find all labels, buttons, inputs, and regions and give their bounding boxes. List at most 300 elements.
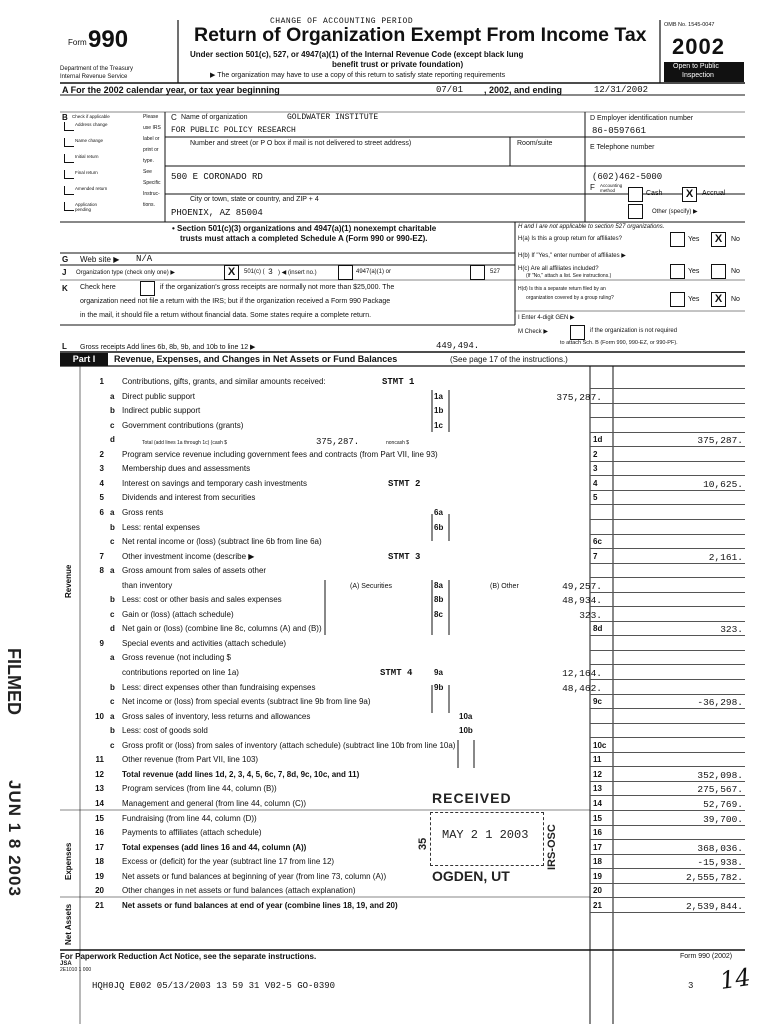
part1-row xyxy=(82,755,745,767)
side-label-expenses: Expenses xyxy=(64,842,73,880)
row-sub-letter: a xyxy=(110,566,115,575)
row-description: Other changes in net assets or fund balances (attach explanation) xyxy=(122,886,356,895)
row-sub-letter: c xyxy=(110,741,115,750)
row-number: 9 xyxy=(99,639,104,648)
irs-label-word: use IRS xyxy=(143,125,161,131)
row-number: 21 xyxy=(95,901,104,910)
row-description: Management and general (from line 44, column (C)) xyxy=(122,799,307,808)
row-statement-ref: STMT 2 xyxy=(388,479,421,489)
row-underline xyxy=(590,723,745,724)
row-underline xyxy=(590,403,745,404)
section-b-checkbox[interactable] xyxy=(64,186,74,195)
row-underline xyxy=(590,752,745,753)
row-underline xyxy=(590,446,745,447)
row-description: Payments to affiliates (attach schedule) xyxy=(122,828,262,837)
part1-row xyxy=(82,741,745,753)
row-number: 18 xyxy=(95,857,104,866)
row-line-ref: 7 xyxy=(593,552,598,561)
row-amount[interactable]: 39,700. xyxy=(703,814,743,825)
m-checkbox[interactable] xyxy=(570,325,585,340)
row-description: Government contributions (grants) xyxy=(122,421,244,430)
row-line-ref: 1c xyxy=(434,421,443,430)
row-description: Total expenses (add lines 16 and 44, column (A)) xyxy=(122,843,307,852)
cash-label: Cash xyxy=(646,190,663,197)
row-line-ref: 15 xyxy=(593,814,602,823)
gross-receipts-value[interactable]: 449,494. xyxy=(436,341,480,351)
row-line-ref: 6b xyxy=(434,523,444,532)
row-line-ref: 2 xyxy=(593,450,598,459)
j-501c-label: 501(c) ( xyxy=(244,269,265,275)
part1-row xyxy=(82,814,745,826)
part1-row xyxy=(82,464,745,476)
line-k-check-here: Check here xyxy=(80,284,116,291)
part1-row xyxy=(82,668,745,680)
bottom-code: HQH0JQ E002 05/13/2003 13 59 31 V02-5 GO-0390 xyxy=(92,981,336,991)
row-number: 14 xyxy=(95,799,104,808)
row-sub-letter: b xyxy=(110,523,115,532)
irs-label-word: label or xyxy=(143,136,160,142)
irs-label-word: tions. xyxy=(143,202,155,208)
h-d-no-box[interactable]: X xyxy=(711,292,726,307)
row-description: Direct public support xyxy=(122,392,195,401)
section-b-item-label: Initial return xyxy=(75,154,99,159)
row-sub-letter: d xyxy=(110,624,115,633)
part1-row xyxy=(82,610,745,622)
h-c-question: H(c) Are all affiliates included? xyxy=(518,266,599,272)
part1-row xyxy=(82,653,745,665)
row-line-ref: 8d xyxy=(593,624,603,633)
h-c-note: (If "No," attach a list. See instructions.) xyxy=(526,273,612,279)
h-c-yes-box[interactable] xyxy=(670,264,685,279)
part1-row xyxy=(82,392,745,404)
org-name-label: Name of organization xyxy=(181,114,248,121)
section-b-checkbox[interactable] xyxy=(64,154,74,163)
row-underline xyxy=(590,897,745,898)
row-underline xyxy=(590,810,745,811)
row-line-ref: 16 xyxy=(593,828,602,837)
h-a-yes-box[interactable] xyxy=(670,232,685,247)
row-description: Gross sales of inventory, less returns and allowances xyxy=(122,712,311,721)
part1-row xyxy=(82,799,745,811)
row-description: Net income or (loss) from special events (subtract line 9b from line 9a) xyxy=(122,697,371,706)
accrual-checkbox[interactable]: X xyxy=(682,187,697,202)
row-sub-letter: a xyxy=(110,392,115,401)
row-underline xyxy=(590,592,745,593)
row-description: Gain or (loss) (attach schedule) xyxy=(122,610,234,619)
row-underline xyxy=(590,504,745,505)
row-number: 17 xyxy=(95,843,104,852)
row-underline xyxy=(590,563,745,564)
row-line-ref: 10c xyxy=(593,741,607,750)
j-527-checkbox[interactable] xyxy=(470,265,485,280)
dept-treasury: Department of the Treasury xyxy=(60,66,134,72)
row-underline xyxy=(590,606,745,607)
row-description: Special events and activities (attach schedule) xyxy=(122,639,287,648)
row-underline xyxy=(590,388,745,389)
row-underline xyxy=(590,475,745,476)
row-amount[interactable]: 2,539,844. xyxy=(685,901,743,912)
row-mid-amount[interactable]: 49,257. xyxy=(562,581,602,592)
part1-row xyxy=(82,639,745,651)
omb-number: OMB No. 1545-0047 xyxy=(664,22,715,28)
row-line-ref: 3 xyxy=(593,464,598,473)
row-description: Net rental income or (loss) (subtract line 6b from line 6a) xyxy=(122,537,322,546)
i-gen-label: I Enter 4-digit GEN ▶ xyxy=(518,315,575,321)
telephone-label: E Telephone number xyxy=(590,144,655,151)
row-underline xyxy=(590,781,745,782)
line-1d-noncash-label: noncash $ xyxy=(386,440,410,446)
k-checkbox[interactable] xyxy=(140,281,155,296)
section-501-note-1: • Section 501(c)(3) organizations and 4947(a)(1) nonexempt charitable xyxy=(172,224,437,233)
section-b-checkbox[interactable] xyxy=(64,170,74,179)
row-underline xyxy=(590,432,745,433)
part1-row xyxy=(82,857,745,869)
irs-label-word: See xyxy=(143,169,152,175)
tax-year-end[interactable]: 12/31/2002 xyxy=(594,85,649,95)
row-number: 2 xyxy=(99,450,104,459)
h-d-question-2: organization covered by a group ruling? xyxy=(526,295,614,301)
line-l-label: L xyxy=(62,342,67,351)
row-description: Less: cost of goods sold xyxy=(122,726,208,735)
website-label: Web site ▶ xyxy=(80,255,120,264)
part1-row xyxy=(82,595,745,607)
col-a-securities: (A) Securities xyxy=(350,583,393,590)
row-amount[interactable]: 323. xyxy=(720,624,743,635)
m-text: if the organization is not required xyxy=(590,328,678,334)
cash-checkbox[interactable] xyxy=(628,187,643,202)
row-statement-ref: STMT 3 xyxy=(388,552,421,562)
city-state-zip[interactable]: PHOENIX, AZ 85004 xyxy=(171,208,263,218)
h-c-no-label: No xyxy=(731,268,740,275)
accrual-label: Accrual xyxy=(702,190,726,197)
filmed-stamp: FILMED xyxy=(4,648,24,715)
row-line-ref: 19 xyxy=(593,872,602,881)
row-number: 16 xyxy=(95,828,104,837)
line-1d-total-label: Total (add lines 1a through 1c) (cash $ xyxy=(142,440,228,446)
part1-row xyxy=(82,479,745,491)
stamp-received: RECEIVED xyxy=(432,790,512,806)
row-amount[interactable]: 10,625. xyxy=(703,479,743,490)
row-sub-letter: b xyxy=(110,595,115,604)
dept-irs: Internal Revenue Service xyxy=(60,74,128,80)
line-1d-cash-value[interactable]: 375,287. xyxy=(316,437,360,447)
h-b-question: H(b) If "Yes," enter number of affiliates ▶ xyxy=(518,253,626,259)
irs-label-word: Please xyxy=(143,114,159,120)
row-amount[interactable]: -36,298. xyxy=(697,697,743,708)
row-line-ref: 18 xyxy=(593,857,602,866)
row-line-ref: 1a xyxy=(434,392,443,401)
row-description: Program services (from line 44, column (B)) xyxy=(122,784,277,793)
j-501c-checkbox[interactable]: X xyxy=(224,265,239,280)
row-sub-letter: d xyxy=(110,435,115,444)
irs-label-word: type. xyxy=(143,158,154,164)
org-name-line2[interactable]: FOR PUBLIC POLICY RESEARCH xyxy=(171,126,296,135)
part1-row xyxy=(82,624,745,636)
row-underline xyxy=(590,854,745,855)
row-description: Fundraising (from line 44, column (D)) xyxy=(122,814,257,823)
other-method-checkbox[interactable] xyxy=(628,204,643,219)
h-c-no-box[interactable] xyxy=(711,264,726,279)
tax-year-begin[interactable]: 07/01 xyxy=(436,85,464,95)
row-mid-amount[interactable]: 48,462. xyxy=(562,683,602,694)
section-b-item-label: Final return xyxy=(75,170,98,175)
stamp-city: OGDEN, UT xyxy=(432,868,510,884)
row-line-ref: 8c xyxy=(434,610,443,619)
line-k-text-2: if the organization's gross receipts are normally not more than $25,000. The xyxy=(160,284,395,291)
row-description: Indirect public support xyxy=(122,406,201,415)
part1-row xyxy=(82,493,745,505)
part-i-title: Revenue, Expenses, and Changes in Net Assets or Fund Balances xyxy=(114,354,398,364)
street-label: Number and street (or P O box if mail is not delivered to street address) xyxy=(190,140,412,147)
row-description: Net assets or fund balances at end of year (combine lines 18, 19, and 20) xyxy=(122,901,398,910)
org-name-line1[interactable]: GOLDWATER INSTITUTE xyxy=(287,113,379,122)
row-line-ref: 13 xyxy=(593,784,602,793)
irs-label-word: print or xyxy=(143,147,159,153)
row-description: Excess or (deficit) for the year (subtract line 17 from line 12) xyxy=(122,857,335,866)
part1-row xyxy=(82,435,745,447)
row-mid-amount[interactable]: 48,934. xyxy=(562,595,602,606)
part1-row xyxy=(82,697,745,709)
room-suite-label: Room/suite xyxy=(517,140,553,147)
jsa-code: 2E1010 1 000 xyxy=(60,967,92,973)
ein-label: D Employer identification number xyxy=(590,115,694,122)
line-k-text-3: organization need not file a return with the IRS; but if the organization received a Form 990 Package xyxy=(80,298,391,305)
row-description: Less: cost or other basis and sales expenses xyxy=(122,595,282,604)
part1-row xyxy=(82,683,745,695)
row-underline xyxy=(590,490,745,491)
city-label: City or town, state or country, and ZIP + 4 xyxy=(190,196,319,203)
row-number: 10 xyxy=(95,712,104,721)
telephone-value[interactable]: (602)462-5000 xyxy=(592,172,663,182)
accounting-method-label: Accounting method xyxy=(600,183,623,193)
part1-row xyxy=(82,377,745,389)
side-label-net-assets: Net Assets xyxy=(64,903,73,945)
page-number: 3 xyxy=(688,981,694,991)
row-line-ref: 12 xyxy=(593,770,602,779)
row-underline xyxy=(590,548,745,549)
part1-row xyxy=(82,886,745,898)
h-d-question: H(d) Is this a separate return filed by an xyxy=(518,286,606,292)
form-title: Return of Organization Exempt From Income Tax xyxy=(194,24,647,46)
j-4947-label: 4947(a)(1) or xyxy=(356,269,392,275)
h-a-yes-label: Yes xyxy=(688,236,700,243)
part1-row xyxy=(82,581,745,593)
j-527-label: 527 xyxy=(490,269,501,275)
row-mid-amount[interactable]: 323. xyxy=(579,610,602,621)
row-description: contributions reported on line 1a) xyxy=(122,668,239,677)
side-label-revenue: Revenue xyxy=(64,564,73,598)
row-underline xyxy=(590,679,745,680)
row-sub-letter: a xyxy=(110,508,115,517)
row-sub-letter: b xyxy=(110,726,115,735)
row-sub-letter: a xyxy=(110,653,115,662)
h-a-no-label: No xyxy=(731,236,740,243)
row-description: Less: direct expenses other than fundraising expenses xyxy=(122,683,316,692)
h-a-no-box[interactable]: X xyxy=(711,232,726,247)
org-type-label: Organization type (check only one) ▶ xyxy=(76,270,175,276)
section-b-checkbox[interactable] xyxy=(64,138,74,147)
form-subtitle-2: benefit trust or private foundation) xyxy=(332,60,464,69)
row-sub-letter: b xyxy=(110,406,115,415)
section-501-note-2: trusts must attach a completed Schedule A (Form 990 or 990-EZ). xyxy=(180,234,428,243)
section-b-label: B xyxy=(62,113,68,122)
received-stamp xyxy=(417,790,560,894)
part1-row xyxy=(82,828,745,840)
row-amount[interactable]: 2,161. xyxy=(708,552,743,563)
website-value[interactable]: N/A xyxy=(136,254,153,264)
row-amount[interactable]: -15,938. xyxy=(697,857,743,868)
row-description: Total revenue (add lines 1d, 2, 3, 4, 5, 6c, 7, 8d, 9c, 10c, and 11) xyxy=(122,770,360,779)
row-sub-letter: c xyxy=(110,697,115,706)
row-underline xyxy=(590,825,745,826)
gross-receipts-label: Gross receipts Add lines 6b, 8b, 9b, and 10b to line 12 ▶ xyxy=(80,344,256,351)
form-footer-ref: Form 990 (2002) xyxy=(680,953,733,960)
line-k-label: K xyxy=(62,284,68,293)
line-a-label: A For the 2002 calendar year, or tax year beginning xyxy=(62,85,280,95)
j-4947-checkbox[interactable] xyxy=(338,265,353,280)
row-amount[interactable]: 2,555,782. xyxy=(685,872,743,883)
row-underline xyxy=(590,577,745,578)
row-line-ref: 6a xyxy=(434,508,443,517)
row-line-ref: 17 xyxy=(593,843,602,852)
part1-row xyxy=(82,872,745,884)
row-underline xyxy=(590,650,745,651)
row-underline xyxy=(590,461,745,462)
row-statement-ref: STMT 1 xyxy=(382,377,415,387)
row-description: Program service revenue including government fees and contracts (from Part VII, line 93) xyxy=(122,450,438,459)
part1-row xyxy=(82,566,745,578)
section-b-item-label: Name change xyxy=(75,138,104,143)
row-line-ref: 6c xyxy=(593,537,602,546)
row-line-ref: 5 xyxy=(593,493,598,502)
row-amount[interactable]: 375,287. xyxy=(697,435,743,446)
row-underline xyxy=(590,839,745,840)
jsa-label: JSA xyxy=(60,961,72,967)
row-line-ref: 8a xyxy=(434,581,443,590)
row-line-ref: 14 xyxy=(593,799,602,808)
row-underline xyxy=(590,708,745,709)
tax-year: 2002 xyxy=(672,34,725,59)
row-sub-letter: c xyxy=(110,610,115,619)
row-line-ref: 9c xyxy=(593,697,602,706)
filmed-date-stamp: JUN 1 8 2003 xyxy=(5,780,24,897)
section-b-item-label: Application pending xyxy=(75,202,98,212)
row-mid-amount[interactable]: 12,164. xyxy=(562,668,602,679)
row-line-ref: 21 xyxy=(593,901,602,910)
line-j-label: J xyxy=(62,268,67,277)
row-description: Gross rents xyxy=(122,508,164,517)
section-c-label: C xyxy=(171,113,177,122)
paperwork-notice: For Paperwork Reduction Act Notice, see the separate instructions. xyxy=(60,952,317,961)
col-b-other: (B) Other xyxy=(490,583,519,590)
f-label: F xyxy=(590,183,595,192)
row-number: 7 xyxy=(99,552,104,561)
row-number: 12 xyxy=(95,770,104,779)
irs-label-word: Specific xyxy=(143,180,161,186)
row-amount[interactable]: 275,567. xyxy=(697,784,743,795)
row-line-ref: 1b xyxy=(434,406,444,415)
part1-row xyxy=(82,552,745,564)
part1-row xyxy=(82,843,745,855)
row-sub-letter: c xyxy=(110,537,115,546)
row-description: Membership dues and assessments xyxy=(122,464,251,473)
row-statement-ref: STMT 4 xyxy=(380,668,413,678)
row-line-ref: 10b xyxy=(459,726,473,735)
handwritten-page-number: 14 xyxy=(718,963,753,995)
row-sub-letter: b xyxy=(110,683,115,692)
row-line-ref: 1d xyxy=(593,435,603,444)
row-description: Less: rental expenses xyxy=(122,523,200,532)
part1-row xyxy=(82,406,745,418)
row-number: 11 xyxy=(95,755,104,764)
row-description: than inventory xyxy=(122,581,173,590)
row-sub-letter: c xyxy=(110,421,115,430)
row-mid-amount[interactable]: 375,287. xyxy=(556,392,602,403)
open-public-1: Open to Public xyxy=(673,63,719,70)
h-a-question: H(a) Is this a group return for affiliates? xyxy=(518,236,622,242)
row-description: Other revenue (from Part VII, line 103) xyxy=(122,755,259,764)
part1-row xyxy=(82,712,745,724)
form-number: 990 xyxy=(88,26,129,53)
row-line-ref: 20 xyxy=(593,886,602,895)
row-description: Other investment income (describe ▶ xyxy=(122,552,255,561)
section-b-checkbox[interactable] xyxy=(64,122,74,131)
h-d-yes-label: Yes xyxy=(688,296,700,303)
part1-row xyxy=(82,508,745,520)
h-d-yes-box[interactable] xyxy=(670,292,685,307)
change-of-accounting-note: CHANGE OF ACCOUNTING PERIOD xyxy=(270,17,414,26)
row-description: Contributions, gifts, grants, and similar amounts received: xyxy=(122,377,326,386)
part1-row xyxy=(82,523,745,535)
line-k-text-4: in the mail, it should file a return without financial data. Some states require a complete return. xyxy=(80,312,372,319)
row-description: Gross revenue (not including $ xyxy=(122,653,231,662)
line-a-mid: , 2002, and ending xyxy=(484,85,563,95)
part1-row xyxy=(82,450,745,462)
part1-row xyxy=(82,726,745,738)
row-description: Dividends and interest from securities xyxy=(122,493,256,502)
row-amount[interactable]: 352,098. xyxy=(697,770,743,781)
row-underline xyxy=(590,912,745,913)
row-number: 15 xyxy=(95,814,104,823)
part1-row xyxy=(82,421,745,433)
row-amount[interactable]: 52,769. xyxy=(703,799,743,810)
section-b-checkbox[interactable] xyxy=(64,202,74,211)
street-address[interactable]: 500 E CORONADO RD xyxy=(171,172,263,182)
form-subtitle-3: ▶ The organization may have to use a copy of this return to satisfy state reporting requirements xyxy=(210,72,506,79)
row-description: Interest on savings and temporary cash investments xyxy=(122,479,307,488)
row-sub-letter: a xyxy=(110,712,115,721)
form-label: Form xyxy=(68,38,87,47)
row-number: 3 xyxy=(99,464,104,473)
part-i-note: (See page 17 of the instructions.) xyxy=(450,355,568,364)
row-number: 4 xyxy=(99,479,104,488)
ein-value[interactable]: 86-0597661 xyxy=(592,126,647,136)
h-d-no-label: No xyxy=(731,296,740,303)
row-underline xyxy=(590,694,745,695)
row-underline xyxy=(590,795,745,796)
j-501c-number[interactable]: 3 xyxy=(268,268,273,277)
open-public-2: Inspection xyxy=(682,72,714,79)
row-amount[interactable]: 368,036. xyxy=(697,843,743,854)
check-applicable-label: Check if applicable xyxy=(72,114,110,119)
j-insert-label: ) ◀ (insert no.) xyxy=(278,270,317,276)
line-g-label: G xyxy=(62,255,69,264)
part1-row xyxy=(82,770,745,782)
h-c-yes-label: Yes xyxy=(688,268,700,275)
section-b-item-label: Address change xyxy=(75,122,108,127)
row-underline xyxy=(590,737,745,738)
stamp-side-right: IRS-OSC xyxy=(546,824,558,870)
